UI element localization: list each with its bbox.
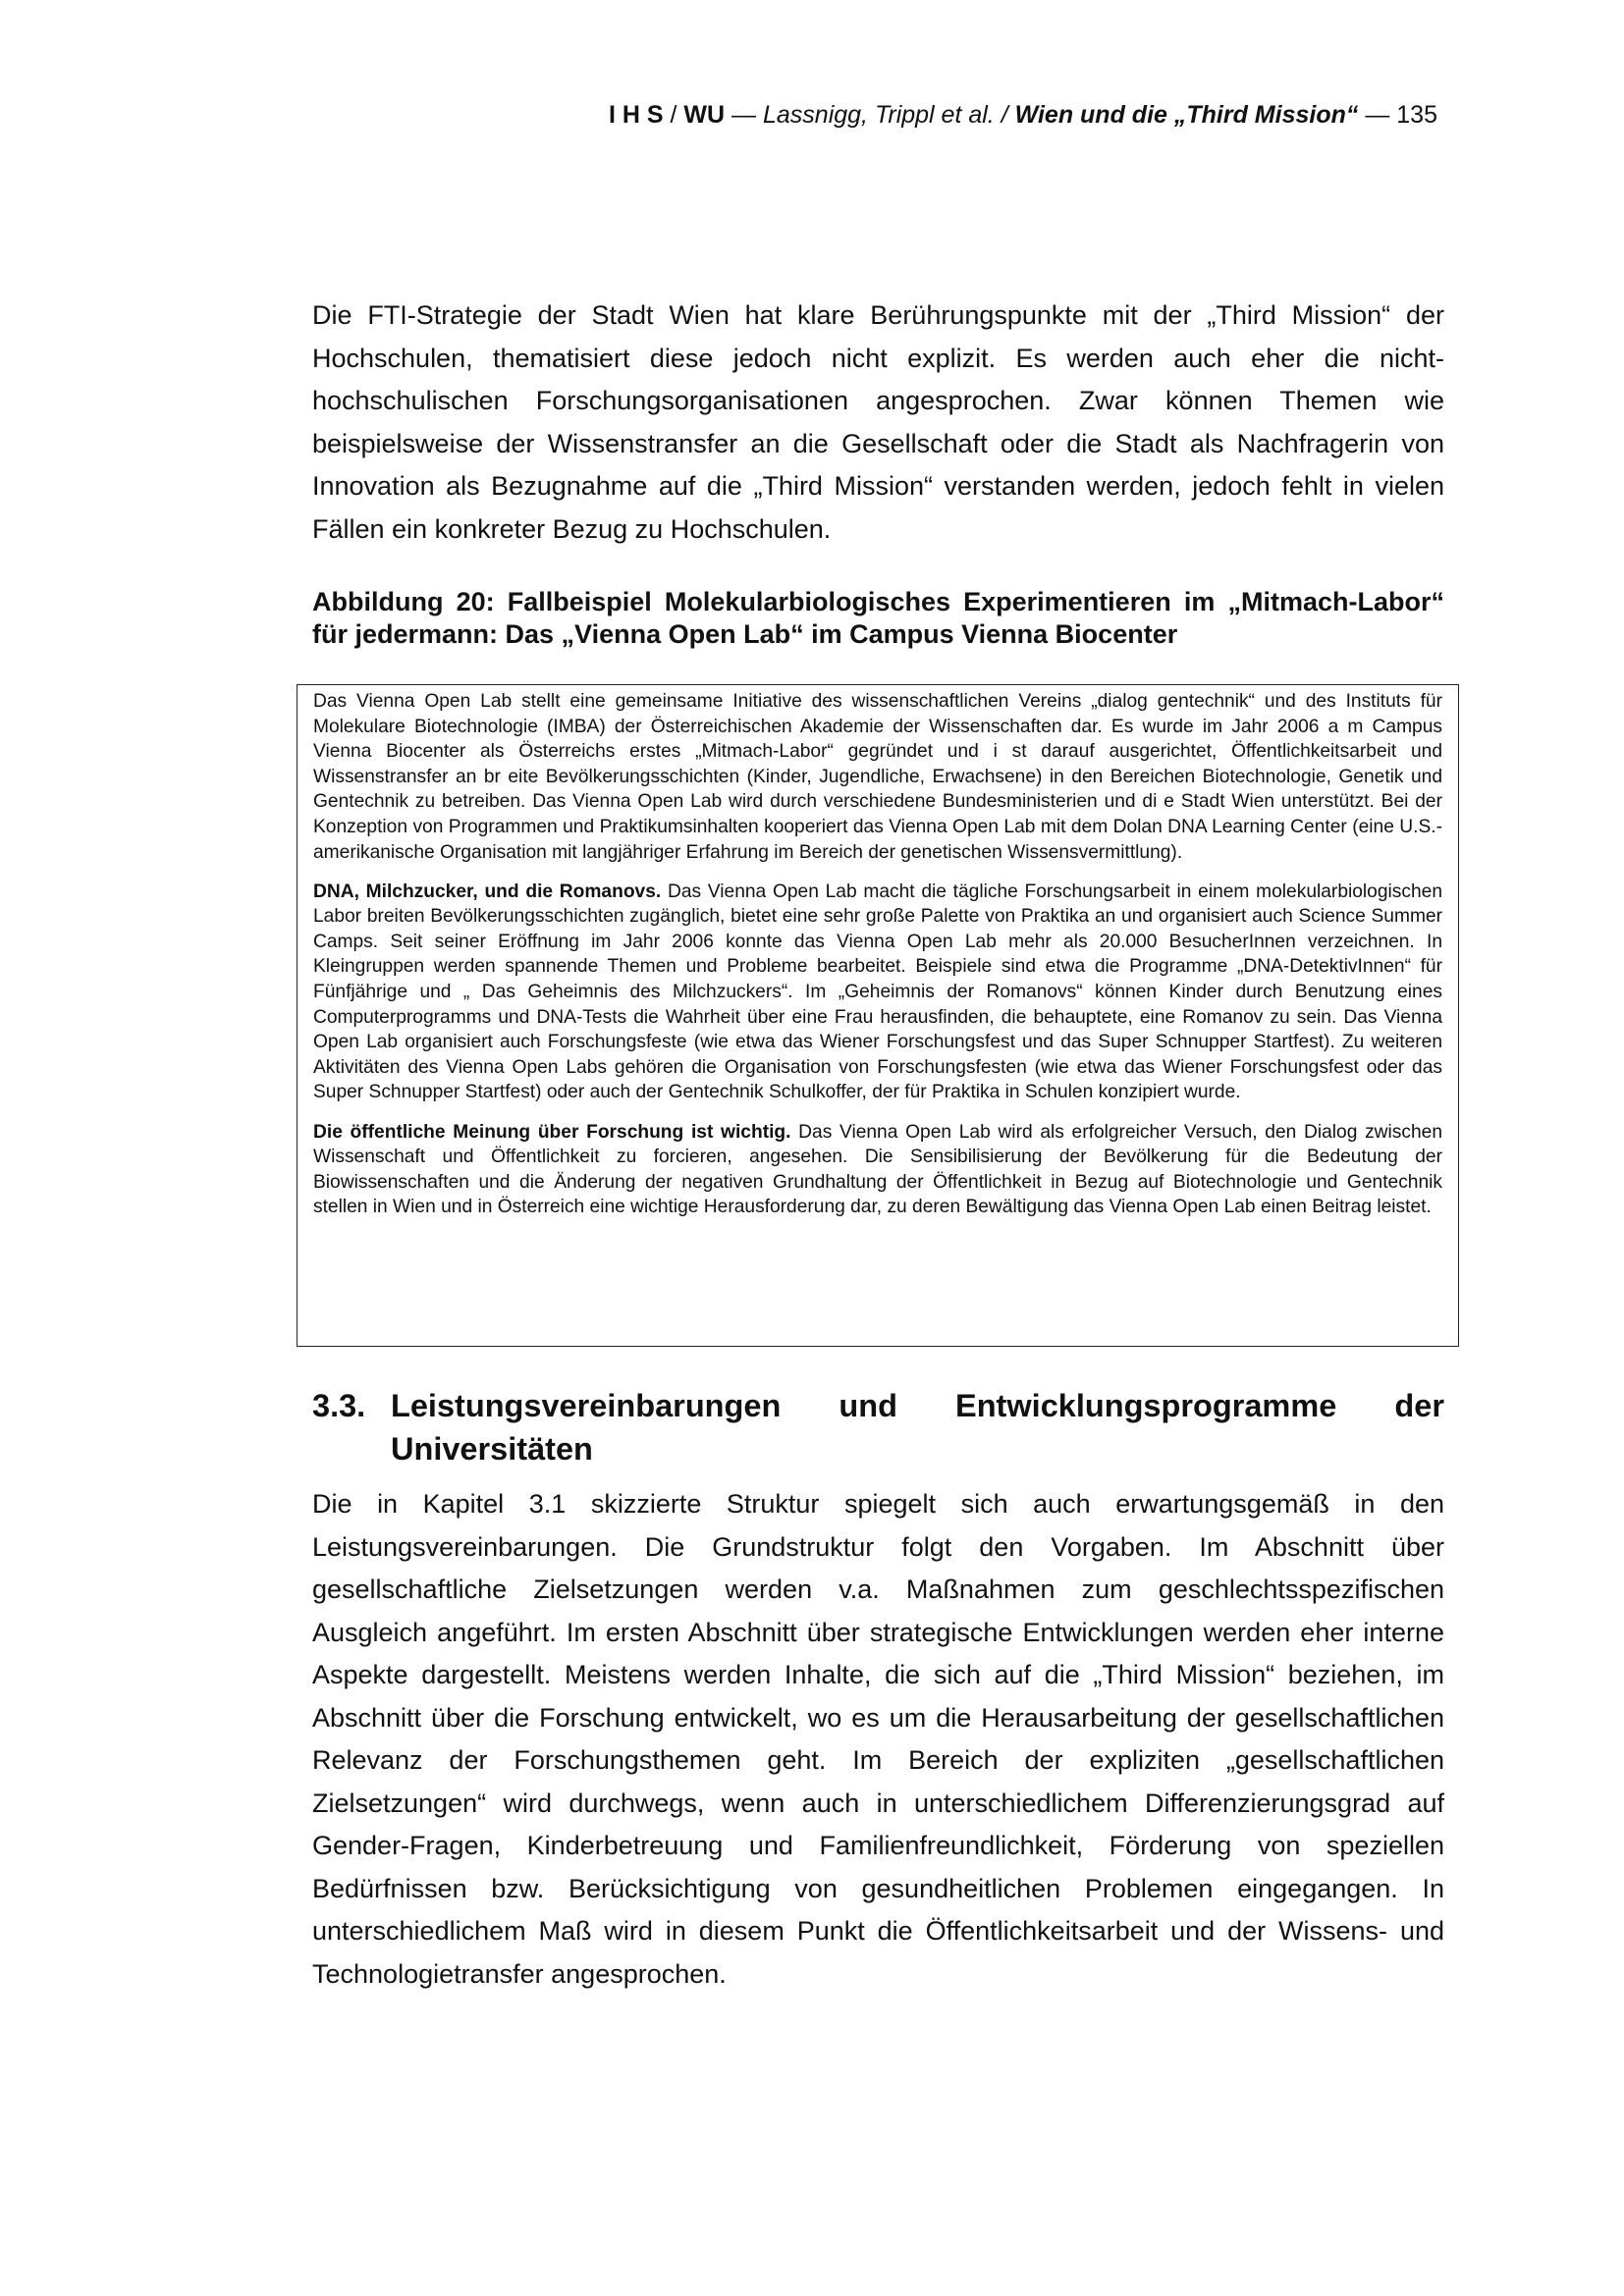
section-title-word: Leistungsvereinbarungen [391,1388,782,1423]
header-separator: / [663,101,684,129]
section-number: 3.3. [312,1388,366,1423]
box-paragraph-3-lead: Die öffentliche Meinung über Forschung ist wichtig. [313,1121,791,1143]
header-dash-2: — [1358,101,1397,129]
section-title-line-2: Universitäten [391,1431,593,1467]
running-header [609,101,1437,130]
box-paragraph-1: Das Vienna Open Lab stellt eine gemeinsame Initiative des wissenschaftlichen Vereins „dialog gentechnik“ und des Instituts für Molekulare Biotechnologie (IMBA) der Österreichischen Akademie der Wissenschaften dar. Es wurde im Jahr 2006 a m Campus Vienna Biocenter als Österreichs erstes „Mitmach-Labor“ gegründet und i st darauf ausgerichtet, Öffentlichkeitsarbeit und Wissenstransfer an br eite Bevölkerungsschichten (Kinder, Jugendliche, Erwachsene) in den Bereichen Biotechnologie, Genetik und Gentechnik zu betreiben. Das Vienna Open Lab wird durch verschiedene Bundesministerien und di e Stadt Wien unterstützt. Bei der Konzeption von Programmen und Praktikumsinhalten kooperiert das Vienna Open Lab mit dem Dolan DNA Learning Center (eine U.S.-amerikanische Organisation mit langjähriger Erfahrung im Bereich der genetischen Wissensvermittlung). [313,691,1442,863]
header-org: I H S [609,101,664,129]
case-study-box [297,684,1459,1347]
page-number: 135 [1396,101,1437,129]
header-authors: Lassnigg, Trippl et al. / [762,101,1015,129]
header-title: Wien und die „Third Mission“ [1014,101,1359,129]
section-title [391,1384,1444,1470]
header-dash: — [725,101,763,129]
box-paragraph-2-text: Das Vienna Open Lab macht die tägliche Forschungsarbeit in einem molekularbiologischen Labor breiten Bevölkerungsschichten zugänglich, bietet eine sehr große Palette von Praktika an und organisiert auch Science Summer Camps. Seit seiner Eröffnung im Jahr 2006 konnte das Vienna Open Lab mehr als 20.000 BesucherInnen verzeichnen. In Kleingruppen werden spannende Themen und Probleme bearbeitet. Beispiele sind etwa die Programme „DNA-DetektivInnen“ für Fünfjährige und „ Das Geheimnis des Milchzuckers“. Im „Geheimnis der Romanovs“ können Kinder durch Benutzung eines Computerprogramms und DNA-Tests die Wahrheit über eine Frau herausfinden, die behauptete, eine Romanov zu sein. Das Vienna Open Lab organisiert auch Forschungsfeste (wie etwa das Wiener Forschungsfest und das Super Schnupper Startfest). Zu weiteren Aktivitäten des Vienna Open Labs gehören die Organisation von Forschungsfesten (wie etwa das Wiener Forschungsfest oder das Super Schnupper Startfest) oder auch der Gentechnik Schulkoffer, der für Praktika in Schulen konzipiert wurde. [313,881,1442,1103]
box-paragraph-3 [313,1120,1442,1220]
box-paragraph-2-lead: DNA, Milchzucker, und die Romanovs. [313,881,662,902]
section-title-word: Entwicklungsprogramme [955,1388,1337,1423]
section-title-word: und [839,1388,897,1423]
body-paragraph-2: Die in Kapitel 3.1 skizzierte Struktur spiegelt sich auch erwartungsgemäß in den Leistungsvereinbarungen. Die Grundstruktur folgt den Vorgaben. Im Abschnitt über gesellschaftliche Zielsetzungen werden v.a. Maßnahmen zum geschlechtsspezifischen Ausgleich angeführt. Im ersten Abschnitt über strategische Entwicklungen werden eher interne Aspekte dargestellt. Meistens werden Inhalte, die sich auf die „Third Mission“ beziehen, im Abschnitt über die Forschung entwickelt, wo es um die Herausarbeitung der gesellschaftlichen Relevanz der Forschungsthemen geht. Im Bereich der expliziten „gesellschaftlichen Zielsetzungen“ wird durchwegs, wenn auch in unterschiedlichem Differenzierungsgrad auf Gender-Fragen, Kinderbetreuung und Familienfreundlichkeit, Förderung von speziellen Bedürfnissen bzw. Berücksichtigung von gesundheitlichen Problemen eingegangen. In unterschiedlichem Maß wird in diesem Punkt die Öffentlichkeitsarbeit und der Wissens- und Technologietransfer angesprochen. [312,1489,1444,1989]
body-paragraph-1: Die FTI-Strategie der Stadt Wien hat klare Berührungspunkte mit der „Third Mission“ der Hochschulen, thematisiert diese jedoch nicht explizit. Es werden auch eher die nicht-hochschulischen Forschungsorganisationen angesprochen. Zwar können Themen wie beispielsweise der Wissenstransfer an die Gesellschaft oder die Stadt als Nachfragerin von Innovation als Bezugnahme auf die „Third Mission“ verstanden werden, jedoch fehlt in vielen Fällen ein konkreter Bezug zu Hochschulen. [312,300,1444,544]
header-org2: WU [683,101,726,129]
section-title-line-1 [391,1384,1444,1427]
box-paragraph-3-text: Das Vienna Open Lab wird als erfolgreicher Versuch, den Dialog zwischen Wissenschaft und Öffentlichkeit zu forcieren, angesehen. Die Sensibilisierung der Bevölkerung für die Bedeutung der Biowissenschaften und die Änderung der negativen Grundhaltung der Öffentlichkeit in Bezug auf Biotechnologie und Gentechnik stellen in Wien und in Österreich eine wichtige Herausforderung dar, zu deren Bewältigung das Vienna Open Lab einen Beitrag leistet. [313,1121,1442,1218]
section-heading [312,1384,1444,1470]
box-paragraph-2 [313,880,1442,1105]
figure-caption: Abbildung 20: Fallbeispiel Molekularbiologisches Experimentieren im „Mitmach-Labor“ für jedermann: Das „Vienna Open Lab“ im Campus Vienna Biocenter [312,587,1444,649]
section-title-word: der [1394,1388,1444,1423]
